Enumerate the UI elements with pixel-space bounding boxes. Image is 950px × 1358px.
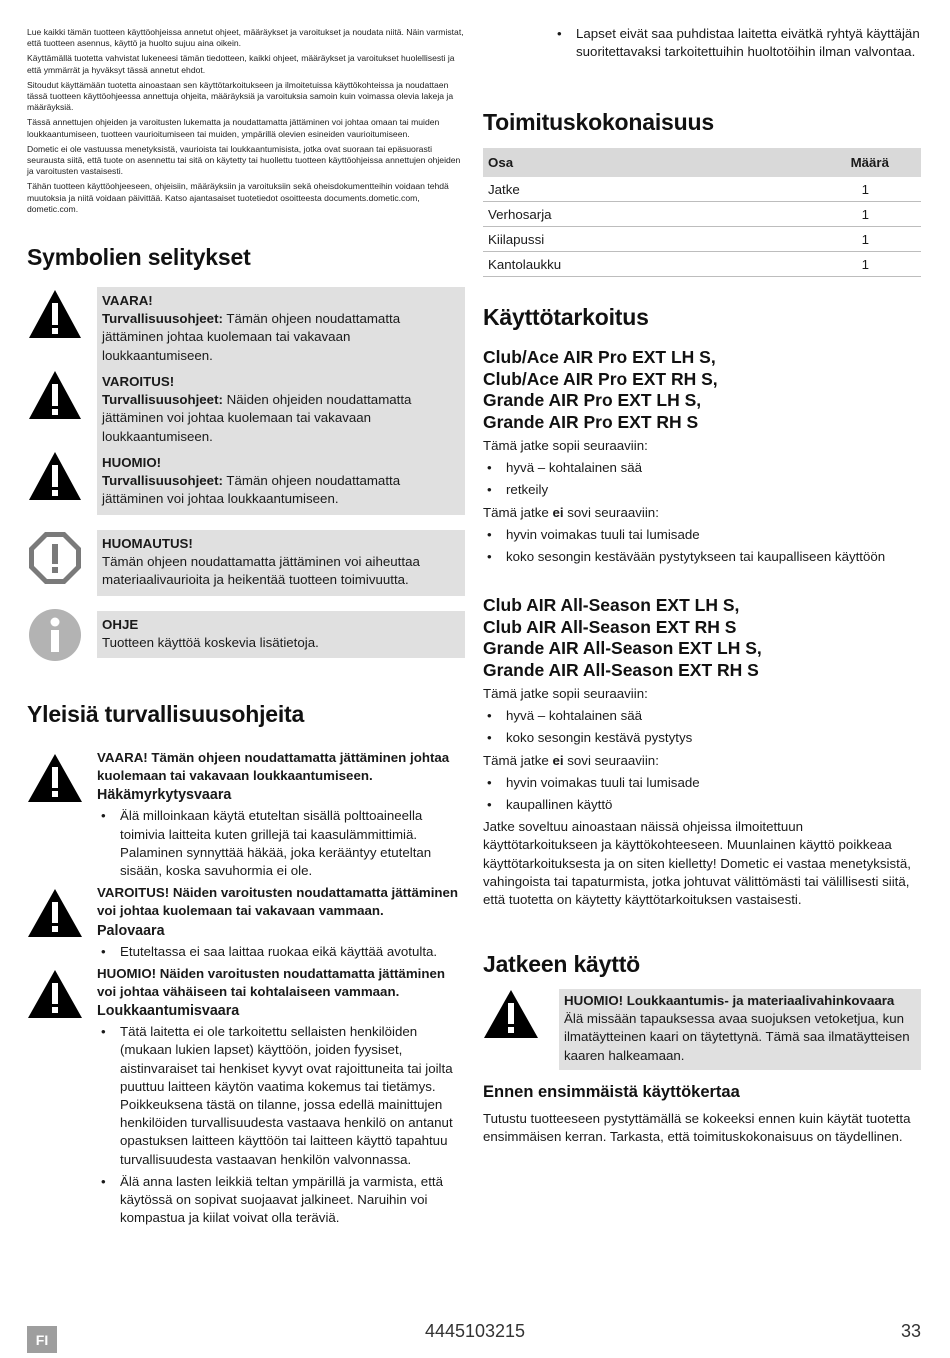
suits-intro: Tämä jatke sopii seuraaviin: [483,438,648,453]
symbol-label: Turvallisuusohjeet: [102,311,223,327]
intro-paragraph: Tähän tuotteen käyttöohjeeseen, ohjeisiin, määräyksiin ja varoituksiin sekä oheisdokumentteihin voidaan tehdä muutoksia ja niitä voidaan päivittää. Katso ajantasaiset tuotetiedot osoitteesta documents.dometic.com, dometic.com. [27,181,449,214]
language-badge: FI [27,1326,57,1353]
document-number: 4445103215 [424,1321,526,1341]
list-item: • koko sesongin kestävään pystytykseen tai kaupalliseen käyttöön [483,548,921,566]
symbol-info [27,611,465,661]
safety-heading: HUOMIO! Näiden varoitusten noudattamatta jättäminen voi johtaa vähäiseen tai kohtalaiseen vammaan. [97,965,445,1000]
safety-bullets [97,1023,465,1227]
intro-paragraph: Lue kaikki tämän tuotteen käyttöohjeissa annetut ohjeet, määräykset ja varoitukset ja noudata niitä. Näin varmistat, että tuotteen asennus, käyttö ja huolto sujuu aina oikein. [27,27,464,49]
model-name: Club AIR All-Season EXT LH S, [483,595,740,615]
model-name: Club AIR All-Season EXT RH S [483,616,737,637]
model-name: Club/Ace AIR Pro EXT LH S, [483,347,716,367]
safety-bullets [553,25,921,61]
list-item: • hyvin voimakas tuuli tai lumisade [483,526,921,544]
column-header-quantity: Määrä [713,148,921,177]
symbol-description [97,368,465,452]
suits-list [483,707,921,747]
list-item: • Älä milloinkaan käytä etuteltan sisällä polttoaineella toimivia laitteita kuten grillejä tai kaasulämmittimiä. Palaminen synnyttää häkää, joka kerääntyy etuteltan sisään, koska savuhormia ei ole. [97,807,465,880]
usage-notice [483,989,921,1075]
warning-triangle-icon [27,287,83,343]
not-suits-list [483,526,921,566]
delivery-table [483,148,921,277]
safety-heading: VAARA! Tämän ohjeen noudattamatta jättäminen johtaa kuolemaan tai vakavaan loukkaantumiseen. [97,750,450,784]
intro-paragraph: Dometic ei ole vastuussa menetyksistä, vaurioista tai loukkaantumisista, jotka ovat suoraan tai epäsuorasti seurausta siitä, että tuote on asennettu tai sitä on käytetty tai huollettu tuotteen käyttöohjeissa annettujen ohjeiden ja varoitusten vastaisesti. [27,143,461,177]
not-suits-list [483,774,921,814]
warning-triangle-icon [27,753,83,803]
left-column [27,0,465,1226]
list-item: • Lapset eivät saa puhdistaa laitetta eivätkä ryhtyä käyttäjän suoritettavaksi tarkoitettuihin huoltotöihin ilman valvontaa. [553,25,921,61]
suits-intro: Tämä jatke sopii seuraaviin: [483,686,648,701]
model-name: Grande AIR All-Season EXT LH S, [483,638,762,658]
intro-paragraph: Tässä annettujen ohjeiden ja varoitusten lukematta ja noudattamatta jättäminen voi johtaa omaan tai muiden loukkaantumiseen, tuotteen vaurioitumiseen tai muiden, ympärillä olevien esineiden vaurioitumiseen. [27,117,440,139]
model-name: Club/Ace AIR Pro EXT RH S, [483,368,718,389]
table-row [483,202,921,227]
symbols-list [27,287,465,674]
safety-continued [553,25,921,65]
safety-list [27,749,465,1231]
symbol-heading: VAARA! [102,293,153,308]
notice-text: Älä missään tapauksessa avaa suojuksen vetoketjua, kun ilmatäytteinen kaari on täytettynä. Tämä saa ilmatäytteisen kaaren halkeamaan. [564,1011,910,1063]
safety-bullets [97,943,465,961]
list-item: • kaupallinen käyttö [483,796,921,814]
symbol-danger [27,287,465,363]
safety-bullets [97,807,465,880]
warning-triangle-icon [27,888,83,938]
table-cell-part: Kantolaukku [483,252,713,277]
table-cell-part: Kiilapussi [483,227,713,252]
symbol-heading: HUOMIO! [102,455,162,470]
symbol-notice [27,530,465,598]
notice-heading: HUOMIO! Loukkaantumis- ja materiaalivahinkovaara [564,993,895,1008]
table-cell-part: Jatke [483,177,713,202]
table-row [483,177,921,202]
symbol-description [97,611,465,658]
intro-text [27,0,465,215]
symbol-caution [27,449,465,517]
safety-block-danger [27,749,465,880]
warning-triangle-icon [27,969,83,1019]
table-row [483,252,921,277]
symbol-text: Tämän ohjeen noudattamatta jättäminen johtaa kuolemaan tai vakavaan loukkaantumiseen. [102,311,401,363]
not-suits-intro: Tämä jatke ei sovi seuraaviin: [483,504,659,520]
page-number: 33 [900,1321,921,1341]
notice-box [559,989,921,1070]
table-cell-part: Verhosarja [483,202,713,227]
info-circle-icon [27,607,83,663]
symbol-text: Tämän ohjeen noudattamatta jättäminen voi aiheuttaa materiaalivaurioita ja heikentää tuotteen toimivuutta. [102,554,420,588]
table-row [483,227,921,252]
model-name: Grande AIR All-Season EXT RH S [483,659,759,680]
first-use-title: Ennen ensimmäistä käyttökertaa [483,1083,740,1101]
symbol-text: Tuotteen käyttöä koskevia lisätietoja. [102,635,319,651]
notice-octagon-icon [27,530,83,586]
symbol-label: Turvallisuusohjeet: [102,392,223,408]
list-item: • hyvin voimakas tuuli tai lumisade [483,774,921,792]
list-item: • koko sesongin kestävä pystytys [483,729,921,747]
suits-list [483,459,921,499]
warning-triangle-icon [27,368,83,424]
first-use-text: Tutustu tuotteeseen pystyttämällä se kokeeksi ennen kuin käytät tuotetta ensimmäisen kerran. Tarkasta, että toimituskokonaisuus on täydellinen. [483,1111,911,1145]
intended-use-title: Käyttötarkoitus [483,304,649,330]
safety-subheading: Palovaara [97,922,165,939]
not-suits-intro: Tämä jatke ei sovi seuraaviin: [483,752,659,768]
table-cell-quantity: 1 [713,202,921,227]
symbols-title: Symbolien selitykset [27,244,251,270]
symbol-heading: VAROITUS! [102,374,175,389]
intended-use-paragraph: Jatke soveltuu ainoastaan näissä ohjeissa ilmoitettuun käyttötarkoitukseen ja käyttökohteeseen. Muunlainen käyttö poikkeaa käyttötarkoituksesta ja on siten kielletty! Dometic ei vastaa menetyksistä, vahingoista tai tapaturmista, jotka johtuvat välittömästi tai välillisesti siitä, että tuotetta on käytetty käyttötarkoituksen vastaisesti. [483,819,911,908]
list-item: • hyvä – kohtalainen sää [483,707,921,725]
symbol-warning [27,368,465,444]
table-cell-quantity: 1 [713,227,921,252]
symbol-heading: OHJE [102,617,139,632]
safety-title: Yleisiä turvallisuusohjeita [27,701,305,727]
usage-title: Jatkeen käyttö [483,951,640,977]
symbol-text: Tämän ohjeen noudattamatta jättäminen voi johtaa loukkaantumiseen. [102,473,401,507]
delivery-title: Toimituskokonaisuus [483,109,714,135]
warning-triangle-icon [27,449,83,505]
symbol-description [97,530,465,596]
list-item: • hyvä – kohtalainen sää [483,459,921,477]
safety-block-caution [27,965,465,1228]
symbol-text: Näiden ohjeiden noudattamatta jättäminen voi johtaa kuolemaan tai vakavaan loukkaantumiseen. [102,392,412,444]
symbol-description [97,287,465,371]
model-name: Grande AIR Pro EXT RH S [483,411,699,432]
list-item: • retkeily [483,481,921,499]
list-item: • Etuteltassa ei saa laittaa ruokaa eikä käyttää avotulta. [97,943,465,961]
delivery-table-wrap [483,148,921,277]
symbol-heading: HUOMAUTUS! [102,536,193,551]
intro-paragraph: Sitoudut käyttämään tuotetta ainoastaan sen käyttötarkoitukseen ja ilmoitetuissa käyttökohteissa ja noudattaen tässä tuotteen käyttöohjeessa annettuja ohjeita, määräyksiä ja varoituksia samoin kuin voimassa olevia lakeja ja määräyksiä. [27,79,454,113]
column-header-part: Osa [483,148,713,177]
intended-use-group-2 [483,595,921,913]
table-cell-quantity: 1 [713,177,921,202]
safety-subheading: Loukkaantumisvaara [97,1003,240,1020]
list-item: • Älä anna lasten leikkiä teltan ympärillä ja varmista, että käytössä on sopivat suojaavat jalkineet. Naruihin voi kompastua ja kiilat voivat olla teräviä. [97,1173,465,1228]
intended-use-group-1 [483,347,921,570]
intro-paragraph: Käyttämällä tuotetta vahvistat lukeneesi tämän tiedotteen, kaikki ohjeet, määräykset ja varoitukset huolellisesti ja että ymmärrät ja hyväksyt tässä annetut ehdot. [27,53,455,75]
symbol-label: Turvallisuusohjeet: [102,473,223,489]
model-name: Grande AIR Pro EXT LH S, [483,390,702,410]
safety-block-warning [27,884,465,961]
list-item: • Tätä laitetta ei ole tarkoitettu sellaisten henkilöiden (mukaan lukien lapset) käyttöön, joiden fyysiset, aistinvaraiset tai henkiset kyvyt ovat rajoittuneita tai joilta puuttuu laitteen käytön vaatima kokemus tai tietämys. Poikkeuksena tästä on tilanne, jossa edellä mainittujen henkilöiden turvallisuudesta vastaava henkilö on antanut opastuksen laitteen käyttöön tai laitteen käyttö tapahtuu turvallisuudesta vastaavan henkilön valvonnassa. [97,1023,465,1169]
table-header-row [483,148,921,177]
symbol-description [97,449,465,515]
safety-subheading: Häkämyrkytysvaara [97,787,232,804]
safety-heading: VAROITUS! Näiden varoitusten noudattamatta jättäminen voi johtaa kuolemaan tai vakavaan vammaan. [97,885,459,919]
warning-triangle-icon [483,989,539,1039]
table-cell-quantity: 1 [713,252,921,277]
